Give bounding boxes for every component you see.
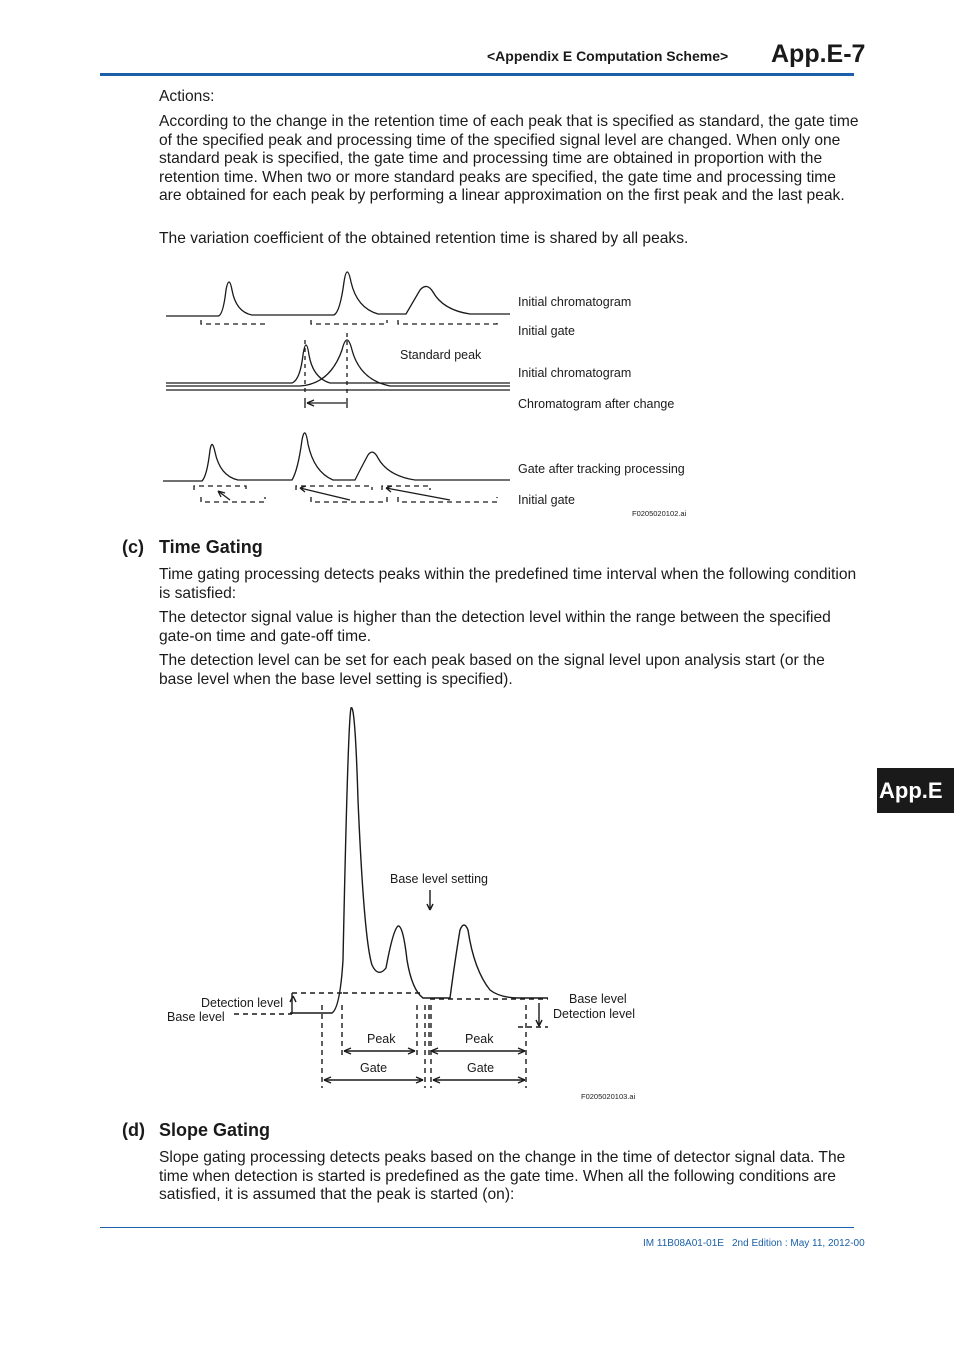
figure1-file-id: F0205020102.ai	[632, 509, 687, 518]
section-d-number: (d)	[122, 1120, 145, 1140]
label-initial-chromatogram-1: Initial chromatogram	[518, 295, 632, 309]
initial-gate-1	[201, 320, 497, 324]
label-detection-level-right: Detection level	[553, 1007, 635, 1021]
chromatogram-after-tracking	[163, 433, 510, 481]
actions-paragraph-2: The variation coefficient of the obtained retention time is shared by all peaks.	[159, 230, 689, 247]
section-d-paragraph-1: Slope gating processing detects peaks based on the change in the time of detector signal data. The time when detection is started is predefined as the gate time. When all the following conditions are satisfied, it is assumed that the peak is started (on):	[159, 1149, 846, 1203]
footer-edition: 2nd Edition : May 11, 2012-00	[732, 1238, 865, 1249]
figure-time-gating	[234, 708, 548, 1088]
label-gate-after-tracking: Gate after tracking processing	[518, 462, 685, 476]
chromatogram-after-change	[166, 340, 510, 386]
label-gate-1: Gate	[360, 1061, 388, 1075]
label-detection-level-left: Detection level	[201, 996, 283, 1010]
section-d-title: Slope Gating	[159, 1120, 271, 1140]
label-gate-2: Gate	[467, 1061, 495, 1075]
appendix-side-tab: App.E	[877, 768, 954, 813]
label-initial-gate-1: Initial gate	[518, 324, 575, 338]
chromatogram-initial-1	[166, 272, 510, 316]
label-peak-1: Peak	[367, 1032, 396, 1046]
label-base-level-right: Base level	[569, 992, 627, 1006]
footer-doc-id: IM 11B08A01-01E	[643, 1238, 724, 1249]
actions-heading: Actions:	[159, 88, 215, 105]
label-initial-gate-2: Initial gate	[518, 493, 575, 507]
footer-rule	[100, 1227, 854, 1228]
label-base-level-setting: Base level setting	[390, 872, 488, 886]
label-standard-peak: Standard peak	[400, 348, 482, 362]
header-page-number: App.E-7	[771, 40, 866, 68]
section-c-paragraph-3: The detection level can be set for each peak based on the signal level upon analysis start (or the base level when the base level setting is specified).	[159, 652, 825, 688]
actions-paragraph-1: According to the change in the retention time of each peak that is specified as standard, the gate time of the specified peak and processing time of the specified signal level are changed. When only one standard peak is specified, the gate time and processing time are obtained in proportion with the retention time. When two or more standard peaks are specified, the gate time and processing time are obtained for each peak by performing a linear approximation on the first peak and the last peak.	[159, 113, 859, 204]
label-chromatogram-after-change: Chromatogram after change	[518, 397, 675, 411]
label-initial-chromatogram-2: Initial chromatogram	[518, 366, 632, 380]
section-c-number: (c)	[122, 537, 144, 557]
section-c-paragraph-1: Time gating processing detects peaks within the predefined time interval when the following condition is satisfied:	[159, 566, 857, 602]
section-c-paragraph-2: The detector signal value is higher than the detection level within the range between the specified gate-on time and gate-off time.	[159, 609, 831, 645]
label-peak-2: Peak	[465, 1032, 494, 1046]
chromatogram-time-gating	[290, 708, 548, 1013]
section-d-heading	[122, 1120, 270, 1141]
label-base-level-left: Base level	[167, 1010, 225, 1024]
header-section-title: <Appendix E Computation Scheme>	[487, 48, 729, 64]
section-c-heading	[122, 537, 263, 558]
section-c-title: Time Gating	[159, 537, 263, 557]
figure2-file-id: F0205020103.ai	[581, 1092, 636, 1101]
